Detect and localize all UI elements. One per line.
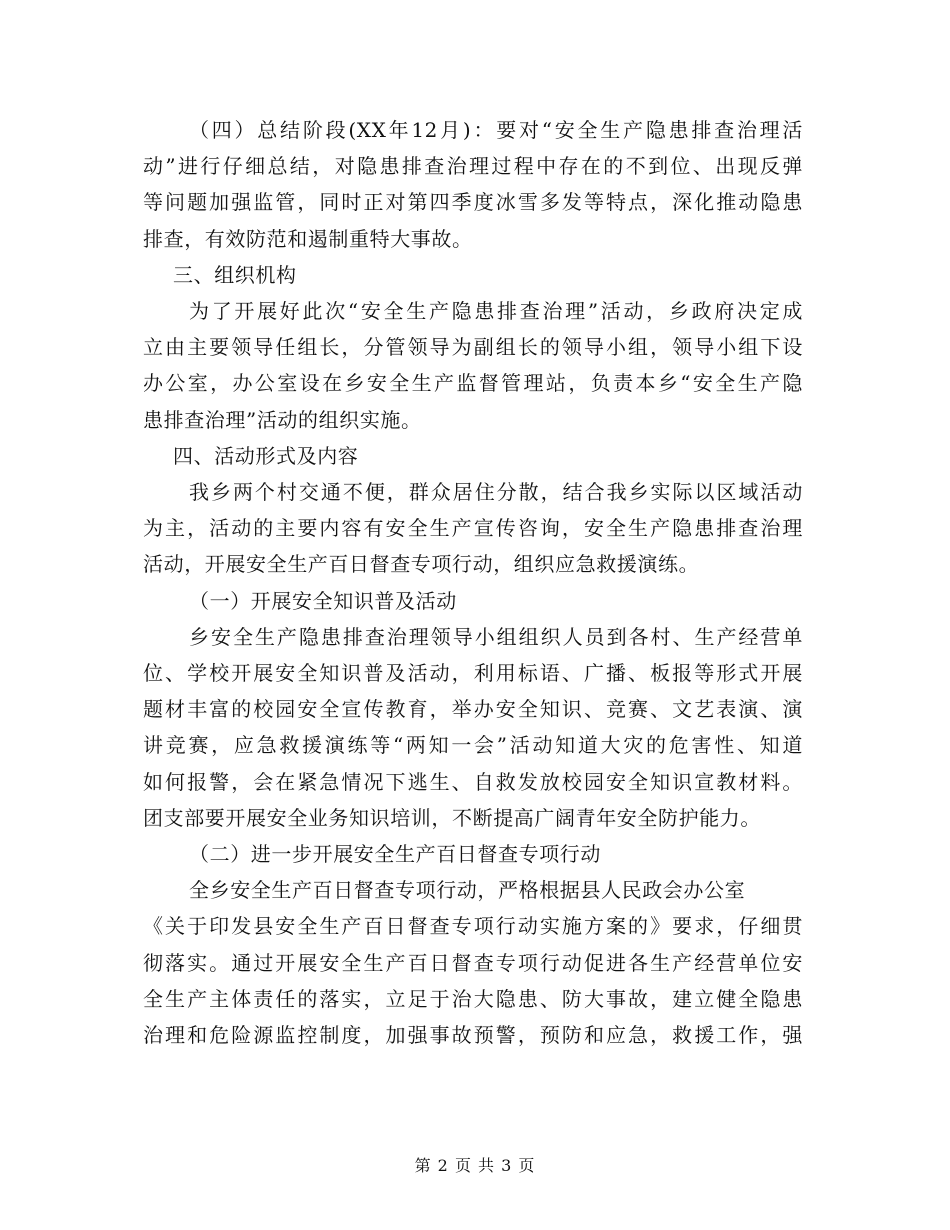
subheading-hundred-days xyxy=(143,836,803,872)
text-line: 动”进行仔细总结，对隐患排查治理过程中存在的不到位、出现反弹 xyxy=(143,154,803,179)
text-line: 为主，活动的主要内容有安全生产宣传咨询，安全生产隐患排查治理 xyxy=(143,516,803,541)
text-line: （四）总结阶段(XX年12月)：要对“安全生产隐患排查治理活 xyxy=(189,118,803,142)
text-line: 治理和危险源监控制度，加强事故预警，预防和应急，救援工作，强 xyxy=(143,1023,803,1048)
page-number-footer: 第 2 页 共 3 页 xyxy=(414,1156,536,1175)
text-line: 如何报警，会在紧急情况下逃生、自救发放校园安全知识宣教材料。 xyxy=(143,769,803,794)
text-line: 活动，开展安全生产百日督查专项行动，组织应急救援演练。 xyxy=(143,552,700,577)
paragraph-organization xyxy=(143,293,803,438)
text-line: 全乡安全生产百日督查专项行动，严格根据县人民政会办公室 xyxy=(189,878,746,903)
text-line: 位、学校开展安全知识普及活动，利用标语、广播、板报等形式开展 xyxy=(143,661,803,686)
text-line: 团支部要开展安全业务知识培训，不断提高广阔青年安全防护能力。 xyxy=(143,805,761,830)
text-line: 等问题加强监管，同时正对第四季度冰雪多发等特点，深化推动隐患 xyxy=(143,190,803,215)
text-line: 全生产主体责任的落实，立足于治大隐患、防大事故，建立健全隐患 xyxy=(143,986,803,1011)
subsection-heading: （一）开展安全知识普及活动 xyxy=(189,588,457,613)
document-body xyxy=(143,112,803,1053)
paragraph-hundred-days xyxy=(143,872,803,1053)
paragraph-activities xyxy=(143,474,803,583)
text-line: 我乡两个村交通不便，群众居住分散，结合我乡实际以区域活动 xyxy=(189,480,803,505)
text-line: 题材丰富的校园安全宣传教育，举办安全知识、竞赛、文艺表演、演 xyxy=(143,697,803,722)
subheading-safety-knowledge xyxy=(143,583,803,619)
subsection-heading: （二）进一步开展安全生产百日督查专项行动 xyxy=(189,842,601,867)
section-heading: 三、组织机构 xyxy=(173,262,297,287)
text-line: 乡安全生产隐患排查治理领导小组组织人员到各村、生产经营单 xyxy=(189,624,803,649)
text-line: 《关于印发县安全生产百日督查专项行动实施方案的》要求，仔细贯 xyxy=(143,914,803,939)
text-line: 立由主要领导任组长，分管领导为副组长的领导小组，领导小组下设 xyxy=(143,335,803,360)
section-heading-organization xyxy=(143,257,803,293)
text-line: 排查，有效防范和遏制重特大事故。 xyxy=(143,226,473,251)
section-heading-activities xyxy=(143,438,803,474)
text-line: 彻落实。通过开展安全生产百日督查专项行动促进各生产经营单位安 xyxy=(143,950,803,975)
text-line: 患排查治理”活动的组织实施。 xyxy=(143,407,422,432)
paragraph-summary-stage xyxy=(143,112,803,257)
text-line: 办公室，办公室设在乡安全生产监督管理站，负责本乡“安全生产隐 xyxy=(143,371,803,396)
text-line: 讲竞赛，应急救援演练等“两知一会”活动知道大灾的危害性、知道 xyxy=(143,733,803,758)
section-heading: 四、活动形式及内容 xyxy=(173,443,359,468)
text-line: 为了开展好此次“安全生产隐患排查治理”活动，乡政府决定成 xyxy=(189,299,803,324)
paragraph-safety-knowledge xyxy=(143,619,803,836)
